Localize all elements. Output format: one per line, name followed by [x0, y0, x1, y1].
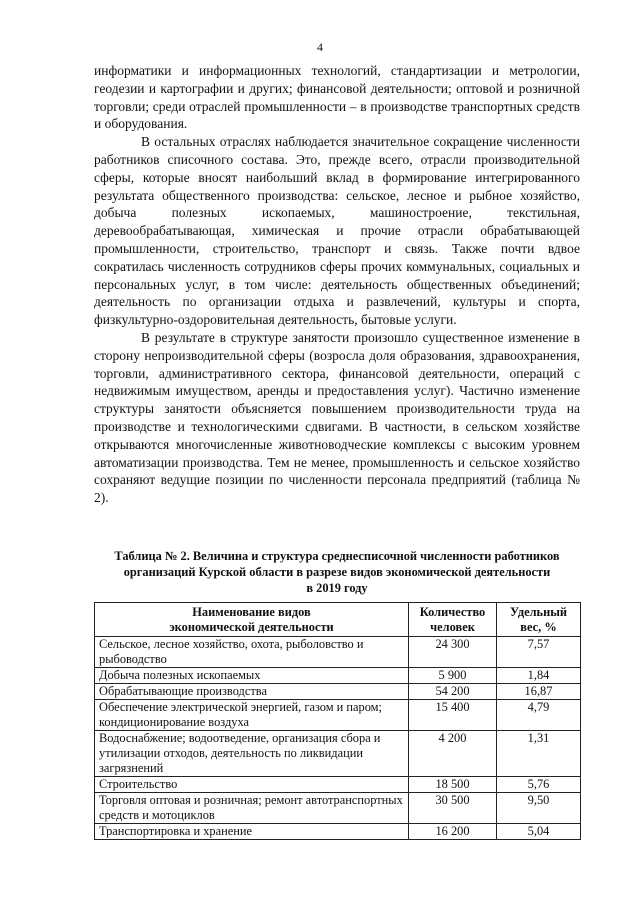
- table-title-line-2: организаций Курской области в разрезе видов экономической деятельности: [123, 565, 551, 579]
- cell-count: 15 400: [409, 700, 497, 731]
- table-row: [95, 793, 581, 824]
- header-share-line-1: Удельный: [509, 605, 568, 619]
- cell-activity: Водоснабжение; водоотведение, организация сбора и утилизации отходов, деятельность по ликвидации загрязнений: [95, 731, 409, 777]
- table-row: [95, 731, 581, 777]
- header-count-line-1: Количество: [419, 605, 486, 619]
- header-count-line-2: человек: [430, 620, 475, 634]
- table-row: [95, 684, 581, 700]
- table-title-line-1: Таблица № 2. Величина и структура среднесписочной численности работников: [114, 549, 560, 563]
- page-number: 4: [317, 40, 323, 54]
- cell-activity: Транспортировка и хранение: [95, 824, 409, 840]
- table-header-row: [95, 603, 581, 637]
- employment-table-container: [94, 602, 580, 840]
- table-row: [95, 700, 581, 731]
- cell-activity: Сельское, лесное хозяйство, охота, рыболовство и рыбоводство: [95, 637, 409, 668]
- cell-share: 9,50: [497, 793, 581, 824]
- header-share-line-2: вес, %: [520, 620, 557, 634]
- cell-count: 30 500: [409, 793, 497, 824]
- cell-count: 24 300: [409, 637, 497, 668]
- body-text: [94, 62, 580, 507]
- table-title-line-3: в 2019 году: [306, 581, 368, 595]
- cell-share: 5,76: [497, 777, 581, 793]
- cell-share: 1,31: [497, 731, 581, 777]
- cell-share: 1,84: [497, 668, 581, 684]
- cell-count: 54 200: [409, 684, 497, 700]
- employment-table: [94, 602, 581, 840]
- cell-activity: Добыча полезных ископаемых: [95, 668, 409, 684]
- paragraph-2: В остальных отраслях наблюдается значительное сокращение численности работников списочного состава. Это, прежде всего, отрасли производительной сферы, которые вносят наибольший вклад в формирование интегрированного результата общественного производства: сельское, лесное и рыбное хозяйство, добыча полезных ископаемых, машиностроение, текстильная, деревообрабатывающая, химическая и прочие отрасли обрабатывающей промышленности, строительство, транспорт и связь. Также почти вдвое сократилась численность сотрудников сферы прочих коммунальных, социальных и персональных услуг, в том числе: деятельность общественных объединений; деятельность по организации отдыха и развлечений, культуры и спорта, физкультурно-оздоровительная деятельность, бытовые услуги.: [94, 134, 580, 328]
- cell-activity: Обрабатывающие производства: [95, 684, 409, 700]
- cell-activity: Строительство: [95, 777, 409, 793]
- cell-activity: Обеспечение электрической энергией, газом и паром; кондиционирование воздуха: [95, 700, 409, 731]
- header-count: [409, 603, 497, 637]
- header-activity-line-1: Наименование видов: [192, 605, 311, 619]
- header-activity: [95, 603, 409, 637]
- table-title: [94, 548, 580, 596]
- cell-count: 18 500: [409, 777, 497, 793]
- header-share: [497, 603, 581, 637]
- paragraph-3: В результате в структуре занятости произошло существенное изменение в сторону непроизводительной сферы (возросла доля образования, здравоохранения, торговли, административного сектора, финансовой деятельности, операций с недвижимым имуществом, аренды и предоставления услуг). Частично изменение структуры занятости объясняется повышением производительности труда на производстве и технологическими сдвигами. В частности, в сельском хозяйстве открываются многочисленные животноводческие комплексы с высоким уровнем автоматизации производства. Тем не менее, промышленность и сельское хозяйство сохраняют ведущие позиции по численности персонала предприятий (таблица № 2).: [94, 329, 580, 506]
- cell-share: 5,04: [497, 824, 581, 840]
- cell-count: 5 900: [409, 668, 497, 684]
- cell-activity: Торговля оптовая и розничная; ремонт автотранспортных средств и мотоциклов: [95, 793, 409, 824]
- table-row: [95, 824, 581, 840]
- table-row: [95, 637, 581, 668]
- header-activity-line-2: экономической деятельности: [169, 620, 334, 634]
- table-row: [95, 777, 581, 793]
- paragraph-1: информатики и информационных технологий, стандартизации и метрологии, геодезии и картографии и других; финансовой деятельности; оптовой и розничной торговли; среди отраслей промышленности – в производстве транспортных средств и оборудования.: [94, 63, 580, 132]
- cell-share: 16,87: [497, 684, 581, 700]
- table-row: [95, 668, 581, 684]
- cell-share: 7,57: [497, 637, 581, 668]
- cell-share: 4,79: [497, 700, 581, 731]
- cell-count: 16 200: [409, 824, 497, 840]
- cell-count: 4 200: [409, 731, 497, 777]
